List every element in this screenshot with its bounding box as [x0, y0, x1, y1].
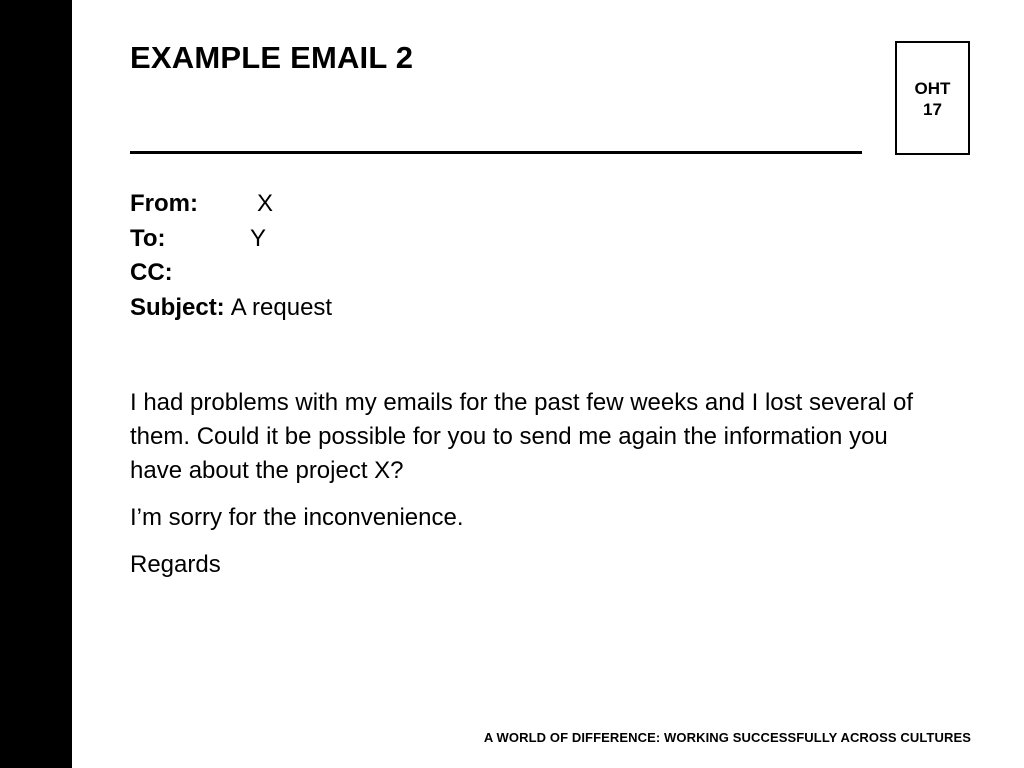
cc-label: CC: — [130, 259, 173, 286]
from-label: From: — [130, 190, 198, 217]
title-underline — [130, 151, 862, 154]
to-label: To: — [130, 224, 166, 252]
subject-row — [130, 291, 332, 326]
to-row — [130, 222, 332, 257]
from-row — [130, 187, 332, 222]
footer-text: A WORLD OF DIFFERENCE: WORKING SUCCESSFULLY ACROSS CULTURES — [483, 730, 971, 745]
body-paragraph-1: I had problems with my emails for the past few weeks and I lost several of them. Could it be possible for you to send me again the information you have about the project X? — [130, 389, 914, 484]
body-paragraph-2: I’m sorry for the inconvenience. — [130, 504, 464, 531]
oht-number: 17 — [923, 100, 942, 119]
subject-label: Subject: — [130, 293, 225, 321]
oht-label: OHT — [914, 79, 951, 98]
cc-row — [130, 256, 332, 291]
slide-title: EXAMPLE EMAIL 2 — [130, 40, 414, 75]
to-value: Y — [250, 224, 267, 252]
from-value: X — [257, 190, 274, 217]
email-headers — [130, 187, 332, 325]
email-body — [130, 386, 940, 595]
subject-value: A request — [230, 293, 333, 321]
body-closing: Regards — [130, 551, 221, 578]
oht-badge — [895, 41, 970, 155]
left-sidebar-bar — [0, 0, 72, 768]
